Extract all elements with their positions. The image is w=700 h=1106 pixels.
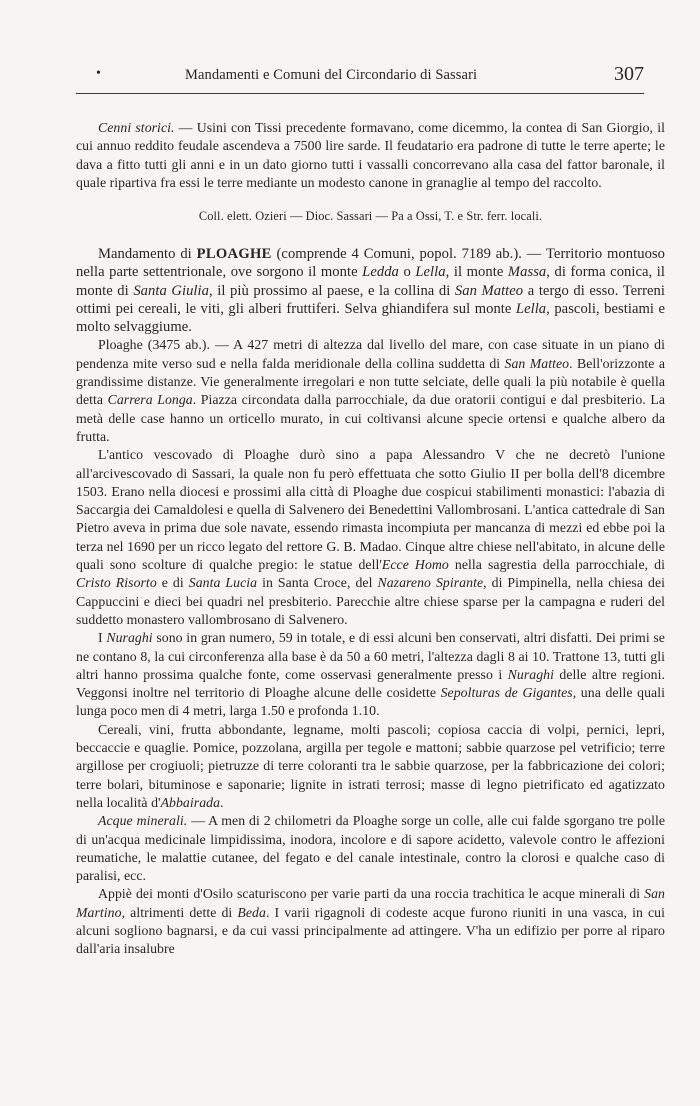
header-rule xyxy=(76,93,644,94)
mandamento-name: PLOAGHE xyxy=(196,246,272,262)
running-header xyxy=(76,61,644,91)
mineral-waters-heading: Acque minerali. xyxy=(98,813,188,829)
historical-notes-paragraph: Cenni storici. — Usini con Tissi precedente formavano, come dicemmo, la contea di San Giorgio, il cui annuo reddito feudale ascendeva a 7500 lire sarde. Il feudatario era padrone di tutte le terre aperte; le dava a fitto tutti gli anni e in un dato giorno tutti i vassalli concorrevano alla casa del fattor baronale, il quale ripartiva fra essi le terre mediante un modesto canone in granaglie al tempo del raccolto. xyxy=(76,120,665,190)
running-title: Mandamenti e Comuni del Circondario di Sassari xyxy=(185,67,478,83)
historical-notes-block xyxy=(76,119,665,192)
nuraghi-paragraph: I Nuraghi sono in gran numero, 59 in totale, e di essi alcuni ben conservati, altri disfatti. Dei primi se ne contano 8, la cui circonferenza alla base è da 50 a 60 metri, l'altezza dagli 8 ai 10. Trattone 13, tutti gli altri hanno prossima qualche fonte, come osservasi generalmente presso i Nuraghi delle altre regioni. Veggonsi inoltre nel territorio di Ploaghe alcune delle cosidette Sepolturas de Gigantes, una delle quali lunga poco men di 4 metri, larga 1.50 e profonda 1.10. xyxy=(76,630,666,719)
san-martino-paragraph: Appiè dei monti d'Osilo scaturiscono per varie parti da una roccia trachitica le acque minerali di San Martino, altrimenti dette di Beda. I varii rigagnoli di codeste acque furono riuniti in una vasca, in cui alcuni sogliono bagnarsi, e da cui vassi principalmente ad attingere. V'ha un edifizio per porre al riparo dall'aria insalubre xyxy=(76,886,665,957)
header-bullet: • xyxy=(96,66,101,81)
mandamento-paragraph: Mandamento di PLOAGHE (comprende 4 Comuni, popol. 7189 ab.). — Territorio montuoso nella parte settentrionale, ove sorgono il monte Ledda o Lella, il monte Massa, di forma conica, il monte di Santa Giulia, il più prossimo al paese, e la collina di San Matteo a tergo di esso. Terreni ottimi pei cereali, le viti, gli alberi fruttiferi. Selva ghiandifera sul monte Lella, pascoli, bestiami e molto selvaggiume. xyxy=(76,246,666,336)
products-paragraph: Cereali, vini, frutta abbondante, legname, molti pascoli; copiosa caccia di volpi, pernici, lepri, beccaccie e quaglie. Pomice, pozzolana, argilla per tegole e mattoni; sabbie quarzose pel vetrificio; terre argillose per crogiuoli; pietruzze di terre coloranti tra le sabbie quarzose, per la fabbricazione dei colori; terre bolari, bituminose e saponarie; lignite in istrati terrosi; masse di legno pietrificato ed agatizzato nella località d'Abbairada. xyxy=(76,721,665,810)
vescovado-paragraph: L'antico vescovado di Ploaghe durò sino a papa Alessandro V che ne decretò l'unione all'arcivescovado di Sassari, la quale non fu però effettuata che sotto Giulio II per bolla dell'8 dicembre 1503. Erano nella diocesi e prossimi alla città di Ploaghe due cospicui stabilimenti monastici: l'abazia di Saccargia dei Camaldolesi e quella di Salvenero dei Benedettini Vallombrosani. L'antica cattedrale di San Pietro aveva in prima due sole navate, essendo rimasta incompiuta per mancanza di mezzi ed ebbe poi la terza nel 1690 per un ricco legato del rettore G. B. Madao. Cinque altre chiese nell'abitato, in alcune delle quali sono scolture di qualche pregio: le statue dell'Ecce Homo nella sagrestia della parrocchiale, di Cristo Risorto e di Santa Lucia in Santa Croce, del Nazareno Spirante, di Pimpinella, nella chiesa dei Cappuccini e dieci bei quadri nel presbiterio. Parecchie altre chiese sparse per la campagna e ruderi del suddetto monastero vallombrosano di Salvenero. xyxy=(76,447,666,627)
ploaghe-paragraph: Ploaghe (3475 ab.). — A 427 metri di altezza dal livello del mare, con case situate in un piano di pendenza mite verso sud e nella falda meridionale della collina suddetta di San Matteo. Bell'orizzonte a grandissime distanze. Vie generalmente irregolari e non tutte selciate, delle quali la più notabile è quella detta Carrera Longa. Piazza circondata dalla parrocchiale, da due oratorii contigui e dal presbiterio. La metà delle case hanno un orticello murato, in cui coltivansi alcune specie ortensi e qualche albero da frutta. xyxy=(76,337,665,444)
electoral-info-line: Coll. elett. Ozieri — Dioc. Sassari — Pa a Ossi, T. e Str. ferr. locali. xyxy=(198,209,543,223)
page-number: 307 xyxy=(614,63,644,85)
main-text-block xyxy=(76,245,665,959)
historical-notes-heading: Cenni storici. xyxy=(98,120,175,135)
mineral-waters-paragraph: Acque minerali. — A men di 2 chilometri da Ploaghe sorge un colle, alle cui falde sgorgano tre polle di un'acqua medicinale limpidissima, inodora, incolore e di sapore acidetto, valevole contro le affezioni reumatiche, le malattie cutanee, del fegato e del canale intestinale, contro la clorosi e qualche caso di paralisi, ecc. xyxy=(76,813,666,884)
